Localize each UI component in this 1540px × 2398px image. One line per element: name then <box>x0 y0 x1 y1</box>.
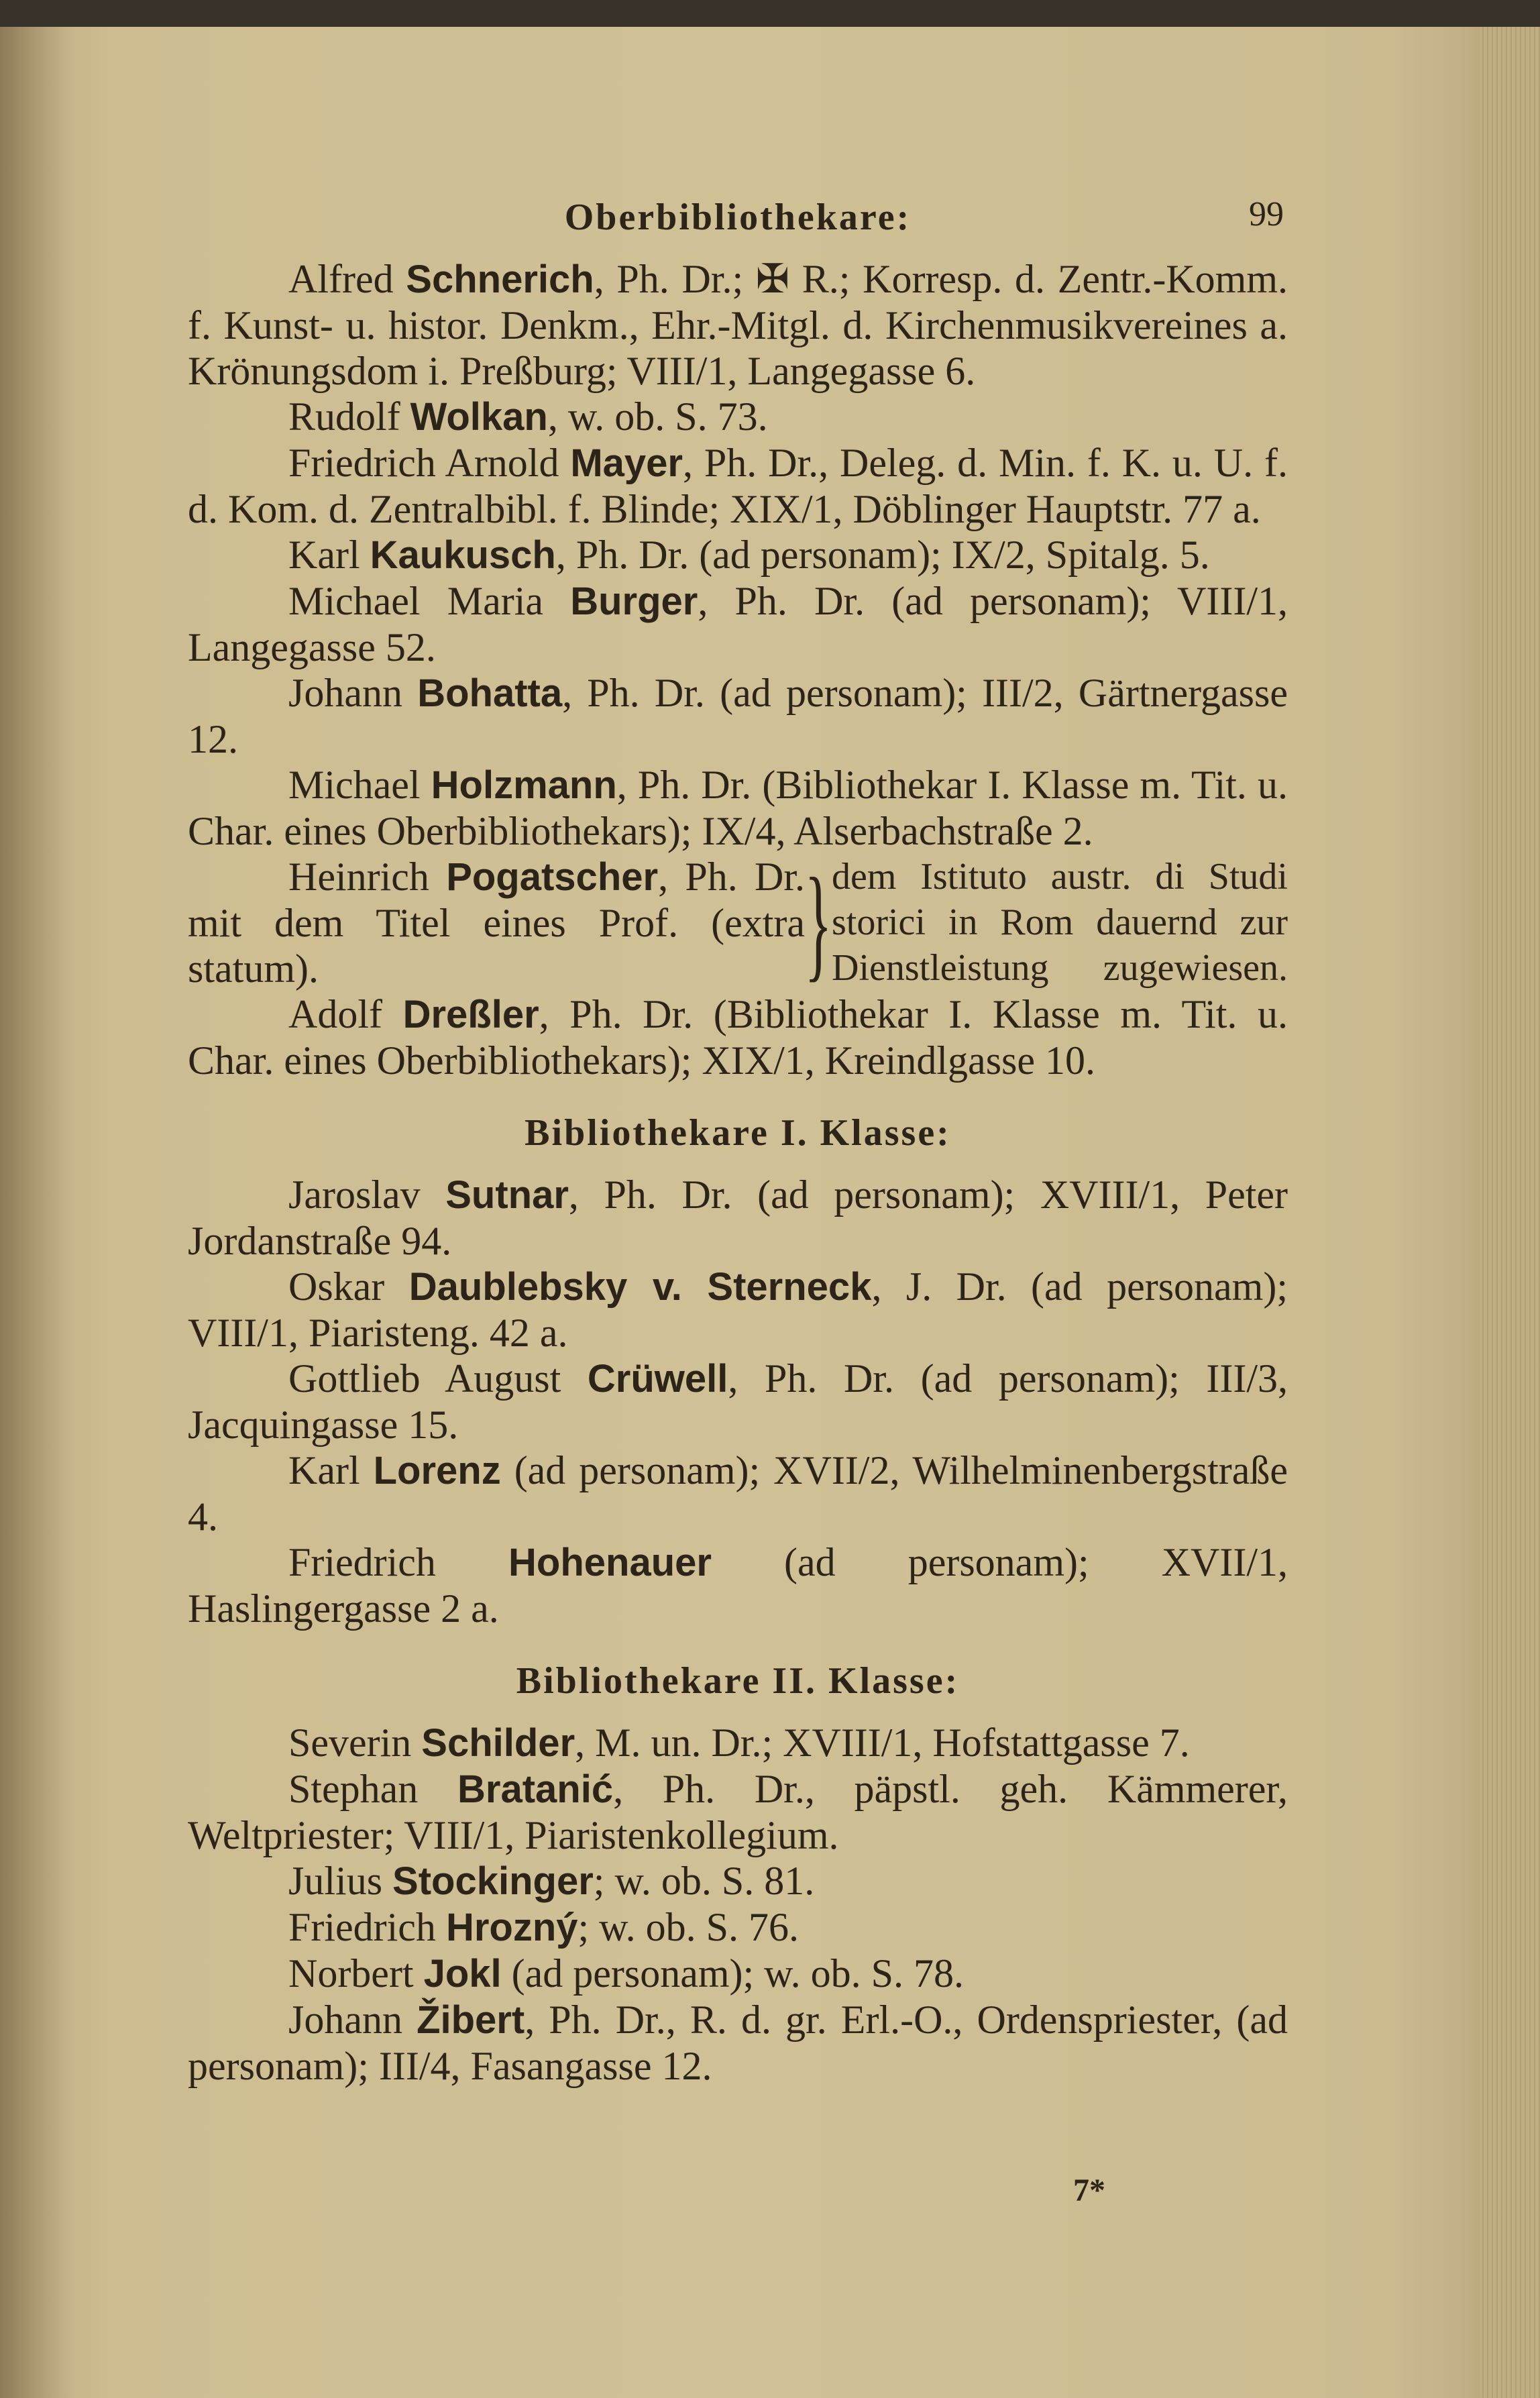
signature-mark: 7* <box>1073 2173 1105 2208</box>
list-item <box>188 991 1288 1083</box>
entry-surname: Mayer <box>570 441 683 485</box>
entry-given-name: Norbert <box>288 1951 424 1996</box>
list-item <box>188 1904 1288 1951</box>
entry-given-name: Adolf <box>288 992 403 1036</box>
entry-surname: Stockinger <box>392 1859 594 1903</box>
entry-given-name: Rudolf <box>288 394 410 439</box>
bracketed-entry <box>188 854 1288 991</box>
entry-surname: Kaukusch <box>370 533 556 577</box>
entry-given-name: Severin <box>288 1721 422 1765</box>
entry-details: , Ph. Dr. (ad personam); IX/2, Spitalg. 5. <box>555 533 1210 577</box>
entry-surname: Sutnar <box>445 1173 569 1217</box>
list-item <box>188 1264 1288 1356</box>
entry-surname: Dreßler <box>402 993 539 1036</box>
section-heading-oberbibliothekare: Oberbibliothekare: <box>564 197 912 238</box>
list-item <box>188 762 1288 854</box>
entry-given-name: Michael Maria <box>288 579 571 623</box>
note-line: dem Istituto austr. di Studi <box>832 856 1288 897</box>
list-item <box>188 1766 1288 1858</box>
entry-surname: Crüwell <box>587 1357 728 1401</box>
entry-given-name: Jaroslav <box>288 1173 446 1217</box>
list-item <box>188 854 805 991</box>
entry-details: , Ph. Dr. mit dem Titel eines Prof. (extra statum). <box>188 855 805 991</box>
entry-details: , w. ob. S. 73. <box>547 394 768 439</box>
list-item <box>188 440 1288 532</box>
entry-given-name: Heinrich <box>288 855 447 899</box>
entry-details: , Ph. Dr. (ad personam); III/3, Jacquingasse 15. <box>188 1356 1288 1447</box>
entry-details: , Ph. Dr.; ✠ R.; Korresp. d. Zentr.-Komm. f. Kunst- u. histor. Denkm., Ehr.-Mitgl. d. Kirchenmusikvereines a. Krönungsdom i. Preßburg; VIII/1, Langegasse 6. <box>188 257 1288 393</box>
entry-details: , M. un. Dr.; XVIII/1, Hofstattgasse 7. <box>575 1721 1190 1765</box>
entry-surname: Holzmann <box>431 763 617 807</box>
entry-details: , Ph. Dr., R. d. gr. Erl.-O., Ordenspriester, (ad personam); III/4, Fasangasse 12. <box>188 1998 1288 2088</box>
curly-brace: } <box>804 852 832 993</box>
entry-details: , Ph. Dr. (Bibliothekar I. Klasse m. Tit. u. Char. eines Oberbibliothekars); IX/4, Alserbachstraße 2. <box>188 763 1288 853</box>
entry-details: , Ph. Dr. (Bibliothekar I. Klasse m. Tit. u. Char. eines Oberbibliothekars); XIX/1, Kreindlgasse 10. <box>188 992 1288 1083</box>
entry-surname: Wolkan <box>410 395 548 439</box>
list-item <box>188 578 1288 670</box>
section-heading-bibliothekare-1: Bibliothekare I. Klasse: <box>525 1112 951 1154</box>
entry-details: , Ph. Dr. (ad personam); III/2, Gärtnergasse 12. <box>188 671 1288 761</box>
entry-surname: Schilder <box>421 1721 575 1765</box>
entry-surname: Schnerich <box>406 258 594 301</box>
entry-details: , Ph. Dr., päpstl. geh. Kämmerer, Weltpriester; VIII/1, Piaristenkollegium. <box>188 1767 1288 1857</box>
page-number: 99 <box>1249 195 1284 233</box>
entry-surname: Žibert <box>417 1998 525 2042</box>
entry-details: ; w. ob. S. 76. <box>578 1905 799 1949</box>
list-item <box>188 1858 1288 1904</box>
entry-surname: Daublebsky v. Sterneck <box>408 1265 872 1309</box>
entry-details: (ad personam); w. ob. S. 78. <box>501 1951 964 1996</box>
list-item <box>188 670 1288 762</box>
page-edges <box>1480 27 1540 2398</box>
entry-details: ; w. ob. S. 81. <box>593 1859 815 1903</box>
page-body <box>188 195 1288 2089</box>
list-item <box>188 1172 1288 1264</box>
entry-surname: Bohatta <box>417 671 563 715</box>
entry-details: , Ph. Dr., Deleg. d. Min. f. K. u. U. f. d. Kom. d. Zentralbibl. f. Blinde; XIX/1, Döblinger Hauptstr. 77 a. <box>188 441 1288 531</box>
list-item <box>188 1539 1288 1631</box>
entry-surname: Lorenz <box>373 1449 501 1492</box>
list-item <box>188 256 1288 394</box>
bracketed-entry-main <box>188 854 805 991</box>
gutter-shadow <box>0 27 74 2398</box>
entry-surname: Pogatscher <box>446 855 659 899</box>
note-line: storici in Rom dauernd zur <box>832 902 1288 943</box>
entry-given-name: Friedrich <box>288 1905 446 1949</box>
entry-details: (ad personam); XVII/1, Haslingergasse 2 a. <box>188 1540 1288 1631</box>
list-item <box>188 532 1288 578</box>
list-item <box>188 1448 1288 1539</box>
entry-given-name: Michael <box>288 763 431 807</box>
entry-details: , Ph. Dr. (ad personam); VIII/1, Langegasse 52. <box>188 579 1288 669</box>
entry-given-name: Friedrich Arnold <box>288 441 571 485</box>
list-item <box>188 1720 1288 1766</box>
entry-given-name: Oskar <box>288 1264 409 1309</box>
list-item <box>188 1997 1288 2089</box>
entry-given-name: Friedrich <box>288 1540 509 1584</box>
entry-details: (ad personam); XVII/2, Wilhelminenbergstraße 4. <box>188 1448 1288 1539</box>
entry-given-name: Karl <box>288 1448 374 1492</box>
entry-given-name: Karl <box>288 533 370 577</box>
list-item <box>188 1356 1288 1448</box>
entry-details: , J. Dr. (ad personam); VIII/1, Piaristeng. 42 a. <box>188 1264 1288 1355</box>
section-heading-bibliothekare-2: Bibliothekare II. Klasse: <box>516 1660 960 1702</box>
entry-surname: Burger <box>570 580 698 623</box>
entry-surname: Jokl <box>423 1952 502 1996</box>
entry-given-name: Gottlieb August <box>288 1356 588 1401</box>
entry-given-name: Alfred <box>288 257 406 301</box>
entry-given-name: Johann <box>288 1998 417 2042</box>
list-item <box>188 1951 1288 1997</box>
entry-given-name: Stephan <box>288 1767 457 1811</box>
entry-surname: Hrozný <box>445 1906 578 1949</box>
entry-surname: Bratanić <box>457 1767 614 1811</box>
entry-surname: Hohenauer <box>508 1541 712 1584</box>
entry-details: , Ph. Dr. (ad personam); XVIII/1, Peter Jordanstraße 94. <box>188 1173 1288 1263</box>
entry-given-name: Julius <box>288 1859 393 1903</box>
note-line: Dienstleistung zugewiesen. <box>832 947 1288 989</box>
entry-given-name: Johann <box>288 671 418 715</box>
list-item <box>188 394 1288 440</box>
bracketed-entry-note <box>832 854 1288 991</box>
